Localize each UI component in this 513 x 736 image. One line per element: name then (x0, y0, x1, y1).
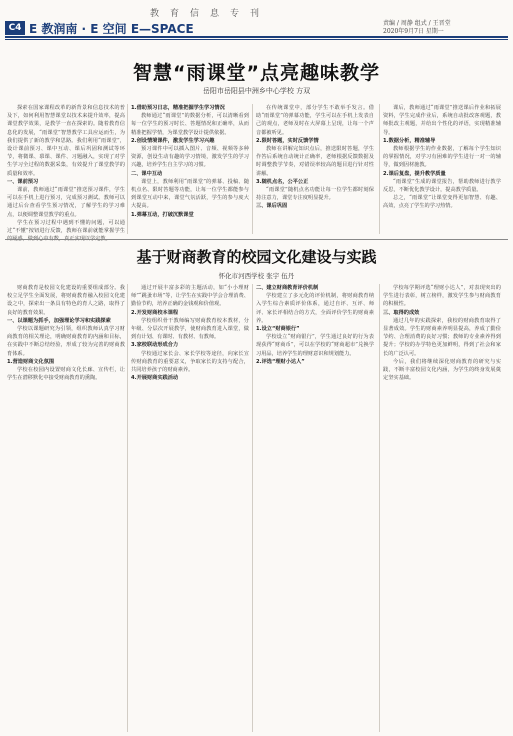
article2-title: 基于财商教育的校园文化建设与实践 (136, 248, 377, 266)
article2-column (7, 284, 125, 732)
section-heading: 3.家校联动形成合力 (131, 342, 179, 349)
paragraph: 教师通过“雨课堂”的数据分析，可以清晰看到每一位学生的预习时长、答题情况和正确率，从而精准把握学情，为课堂教学设计提供依据。 (131, 113, 249, 136)
article1-column (383, 104, 501, 234)
article1-byline: 岳阳市岳阳县中洲乡中心学校 方双 (202, 87, 311, 95)
paragraph: 探索在国家课程改革的新背景和信息技术的普及下，如何利用智慧课堂以技术来提升效率，提高课堂教学效果，是教学一直在探索的。随着教育信息化的发展，“雨课堂”智慧教学工具应运而生，为我们提供了新的教学和思路。我们利用“雨课堂”，设计课前预习、课中互动、课后巩固和测试等环节，将微课、慕课、课件、习题融入，实现了对学生学习全过程的数据采集，有效提升了课堂教学的质量和效率。 (7, 105, 125, 177)
section-title: E 教润南 · E 空间 E—SPACE (29, 22, 194, 36)
section-heading: 三、课后巩固 (256, 203, 288, 210)
section-heading: 一、课前预习 (7, 178, 39, 185)
masthead-info (383, 20, 511, 36)
article2-byline: 怀化市河西学校 张宇 伍丹 (218, 272, 295, 280)
paragraph: 今后，我们将继续深化财商教育的研究与实践，不断丰富校园文化内涵，为学生的终身发展奠定坚实基础。 (383, 358, 501, 382)
column-rule (127, 284, 128, 732)
paragraph: “雨课堂”生成的课堂报告，帮助教师进行教学反思，不断优化教学设计，提高教学质量。 (383, 178, 501, 194)
section-heading: 2.评选“理财小达人” (256, 358, 305, 365)
section-heading: 1.数据分析，精准辅导 (383, 137, 436, 144)
section-heading: 二、建立财商教育评价机制 (256, 285, 319, 291)
paragraph: 课后，教师通过“雨课堂”推送课后作业和拓展资料，学生完成作业后，系统自动批改客观题，教师批改主观题，并给出个性化的评语，实现精准辅导。 (383, 105, 501, 136)
paragraph: 学校建立了多元化的评价机制，将财商教育纳入学生综合素质评价体系，通过自评、互评、师评、家长评相结合的方式，全面评价学生的财商素养。 (256, 293, 374, 324)
column-rule (379, 104, 380, 234)
paragraph: “雨课堂”随机点名功能让每一位学生都时刻保持注意力，课堂专注度明显提升。 (256, 187, 374, 202)
paragraph: 通过几年的实践探索，我校的财商教育取得了显著成效。学生的财商素养明显提高，养成了勤俭节约、合理消费的良好习惯；教师的专业素养得到提升；学校的办学特色更加鲜明，得到了社会和家长的广泛认可。 (383, 317, 501, 357)
paragraph: 学校组织骨干教师编写财商教育校本教材，分年级、分层次开展教学，使财商教育进入课堂，做到有计划、有课时、有教材、有教师。 (131, 317, 249, 341)
column-rule (127, 104, 128, 234)
page-tag: C4 (5, 21, 25, 35)
article-divider (5, 239, 508, 240)
section-heading: 二、课中互动 (131, 170, 163, 177)
paragraph: 学生在预习过程中遇到不懂的问题，可以通过“不懂”按钮进行反馈，教师在课前就能掌握学生 (7, 219, 125, 235)
masthead-rule-thin (5, 39, 508, 40)
section-heading: 三、取得的成效 (383, 309, 420, 316)
paragraph: 学校每学期评选“理财小达人”，对表现突出的学生进行表彰，树立榜样，激发学生参与财商教育的积极性。 (383, 285, 501, 308)
article1-title: 智慧“雨课堂”点亮趣味教学 (133, 62, 380, 84)
paragraph: 教师根据学生的作业数据，了解每个学生知识的掌握情况，对学习有困难的学生进行一对一的辅导，做到因材施教。 (383, 146, 501, 169)
section-heading: 2.创设情境课件，激发学生学习兴趣 (131, 137, 215, 144)
article1-column (256, 104, 374, 234)
paragraph: 学校通过家长会、家长学校等途径，向家长宣传财商教育的重要意义，争取家长的支持与配合，共同培养孩子的财商素养。 (131, 350, 249, 374)
section-heading: 1.弹幕互动，打破沉默课堂 (131, 211, 194, 218)
section-heading: 2.开发财商校本课程 (131, 309, 179, 316)
paragraph: 学校在校园内设置财商文化长廊、宣传栏，让学生在潜移默化中接受财商教育的熏陶。 (7, 367, 125, 382)
paragraph: 学校以课题研究为引领，组织教师认真学习财商教育的相关理论，明确财商教育的内涵和目标，在实践中不断总结经验，形成了较为完善的财商教育体系。 (7, 326, 125, 357)
section-heading: 3.随机点名，公平公正 (256, 178, 309, 185)
article1-column (7, 104, 125, 234)
section-heading: 一、以课题为抓手，加强理论学习和实践探索 (7, 317, 111, 324)
article2-column (383, 284, 501, 732)
date-line: 2020年9月7日 星期一 (383, 28, 444, 35)
article2-column (131, 284, 249, 732)
paragraph: 课堂上，教师利用“雨课堂”的弹幕、投稿、随机点名、限时答题等功能，让每一位学生都能参与到课堂互动中来，课堂气氛活跃，学生的参与度大大提高。 (131, 178, 249, 210)
article2-column (256, 284, 374, 732)
paragraph: 总之，“雨课堂”让课堂变得更加智慧、有趣、高效，点亮了学生的学习热情。 (383, 195, 501, 210)
masthead-slogan: 教育信息专刊 (150, 9, 271, 19)
section-heading: 1.借助预习日志，精准把握学生学习情况 (131, 105, 225, 111)
paragraph: 通过开展丰富多彩的主题活动，如“小小理财师”“跳蚤市场”等，让学生在实践中学会合理消费、勤俭节约，培养正确的金钱观和价值观。 (131, 285, 249, 308)
masthead-rule (5, 36, 508, 38)
paragraph: 教师在讲解完知识点后，推送限时答题，学生作答后系统自动统计正确率，老师根据反馈数据及时调整教学节奏，对错误率较高的题目进行针对性讲解。 (256, 146, 374, 177)
column-rule (252, 284, 253, 732)
paragraph: 课前，教师通过“雨课堂”推送预习课件，学生可以在手机上进行预习，完成预习测试。教师可以通过后台查看学生预习情况，了解学生的学习难点，以便调整课堂教学的重点。 (7, 187, 125, 218)
section-heading: 2.限时答题，实时反馈学情 (256, 137, 319, 144)
paragraph: 预习课件中可以插入图片、音频、视频等多种资源，创设生动有趣的学习情境，激发学生的学习兴趣，培养学生自主学习的习惯。 (131, 146, 249, 169)
section-heading: 1.设立“财商银行” (256, 326, 300, 333)
paragraph: 财商教育是校园文化建设的重要组成部分。我校立足学生全面发展，将财商教育融入校园文化建设之中，探索出一条具有特色的育人之路，取得了良好的教育效果。 (7, 285, 125, 316)
editor-line: 责编 / 周静 组式 / 王晋堂 (383, 20, 451, 27)
paragraph: 学校设立“财商银行”，学生通过良好的行为表现获得“财商币”，可以在学校的“财商超市”兑换学习用品，培养学生的理财意识和规划能力。 (256, 334, 374, 357)
column-rule (252, 104, 253, 234)
paragraph: 在传统课堂中，部分学生不敢举手发言。借助“雨课堂”的弹幕功能，学生可以在手机上发表自己的观点，老师及时在大屏幕上呈现，让每一个声音都被听见。 (256, 105, 374, 136)
section-heading: 1.营造财商文化氛围 (7, 358, 55, 365)
section-heading: 2.课后复盘，提升教学质量 (383, 170, 446, 177)
section-heading: 4.开展财商实践活动 (131, 375, 179, 382)
masthead (0, 0, 513, 36)
article1-column (131, 104, 249, 234)
column-rule (379, 284, 380, 732)
